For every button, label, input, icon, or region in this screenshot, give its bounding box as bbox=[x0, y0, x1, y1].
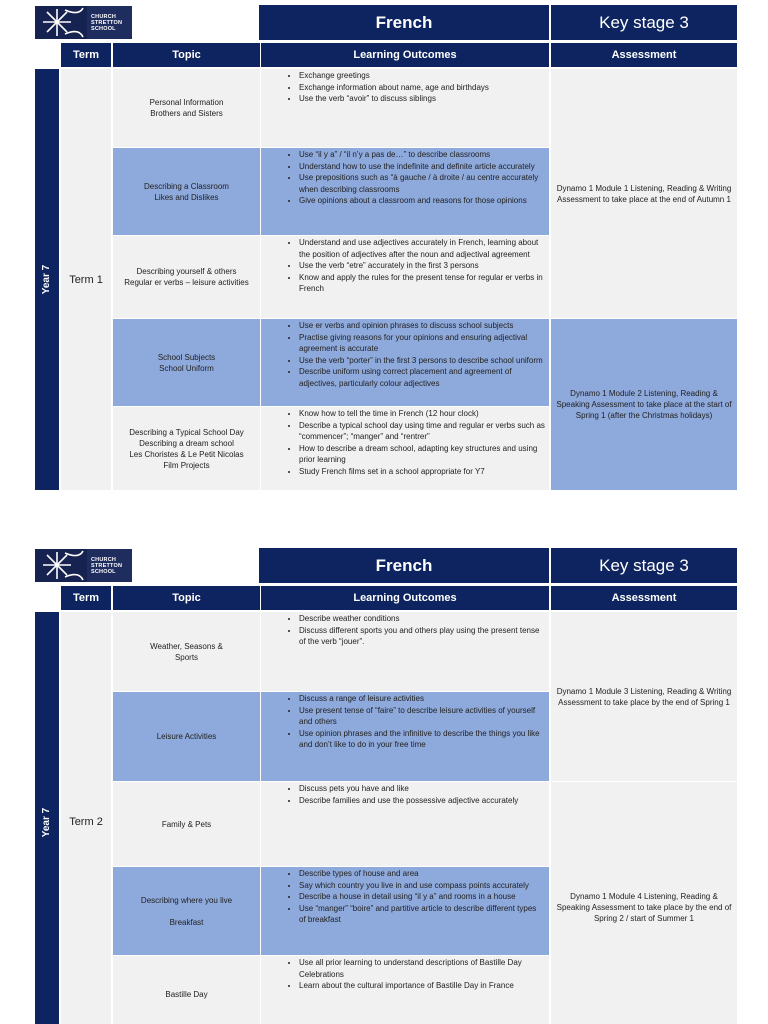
term-column-header: Term bbox=[61, 43, 111, 67]
list-item: • How to describe a dream school, adapting key structures and using prior learning bbox=[299, 443, 545, 466]
list-item: • Understand and use adjectives accurately in French, learning about the position of adjectives after the noun and adjectival agreement bbox=[299, 237, 545, 260]
term-column-header: Term bbox=[61, 586, 111, 610]
topic-cell: Weather, Seasons & Sports bbox=[113, 612, 260, 691]
topic-cell: Personal Information Brothers and Sisters bbox=[113, 69, 260, 147]
outcomes-cell bbox=[261, 236, 549, 318]
list-item: • Use the verb “etre” accurately in the first 3 persons bbox=[299, 260, 545, 272]
list-item: • Learn about the cultural importance of Bastille Day in France bbox=[299, 980, 545, 992]
outcomes-cell bbox=[261, 407, 549, 490]
topic-cell: School Subjects School Uniform bbox=[113, 319, 260, 406]
list-item: • Use opinion phrases and the infinitive to describe the things you like and don’t like to do in your free time bbox=[299, 728, 545, 751]
subject-title: French bbox=[259, 548, 549, 583]
list-item: • Use er verbs and opinion phrases to discuss school subjects bbox=[299, 320, 545, 332]
term-label: Term 1 bbox=[61, 69, 111, 490]
assessment-cell: Dynamo 1 Module 4 Listening, Reading & Speaking Assessment to take place by the end of Spring 2 / start of Summer 1 bbox=[551, 782, 737, 1024]
outcomes-cell bbox=[261, 782, 549, 866]
term-label: Term 2 bbox=[61, 612, 111, 1024]
list-item: • Describe a house in detail using “il y a” and rooms in a house bbox=[299, 891, 545, 903]
list-item: • Discuss a range of leisure activities bbox=[299, 693, 545, 705]
list-item: • Know how to tell the time in French (12 hour clock) bbox=[299, 408, 545, 420]
list-item: • Give opinions about a classroom and reasons for those opinions bbox=[299, 195, 545, 207]
list-item: • Describe types of house and area bbox=[299, 868, 545, 880]
topic-cell: Describing a Classroom Likes and Dislikes bbox=[113, 148, 260, 235]
assessment-cell: Dynamo 1 Module 1 Listening, Reading & Writing Assessment to take place at the end of Autumn 1 bbox=[551, 69, 737, 318]
star-logo-icon bbox=[35, 549, 87, 582]
list-item: • Use “manger” “boire” and partitive article to describe different types of breakfast bbox=[299, 903, 545, 926]
school-name: CHURCH STRETTON SCHOOL bbox=[91, 13, 123, 32]
outcomes-cell bbox=[261, 148, 549, 235]
assessment-column-header: Assessment bbox=[551, 586, 737, 610]
list-item: • Describe families and use the possessive adjective accurately bbox=[299, 795, 545, 807]
key-stage-title: Key stage 3 bbox=[551, 548, 737, 583]
topic-column-header: Topic bbox=[113, 43, 260, 67]
outcomes-column-header: Learning Outcomes bbox=[261, 586, 549, 610]
sheet-header bbox=[35, 5, 737, 40]
assessment-column-header: Assessment bbox=[551, 43, 737, 67]
curriculum-sheet-term-1 bbox=[35, 5, 737, 491]
list-item: • Describe weather conditions bbox=[299, 613, 545, 625]
outcomes-cell bbox=[261, 612, 549, 691]
list-item: • Discuss pets you have and like bbox=[299, 783, 545, 795]
star-logo-icon bbox=[35, 6, 87, 39]
year-label: Year 7 bbox=[35, 612, 59, 1024]
topic-cell: Describing yourself & others Regular er verbs – leisure activities bbox=[113, 236, 260, 318]
topic-cell: Leisure Activities bbox=[113, 692, 260, 781]
list-item: • Understand how to use the indefinite and definite article accurately bbox=[299, 161, 545, 173]
list-item: • Study French films set in a school appropriate for Y7 bbox=[299, 466, 545, 478]
list-item: • Use present tense of “faire” to describe leisure activities of yourself and others bbox=[299, 705, 545, 728]
school-logo bbox=[35, 549, 132, 582]
outcomes-cell bbox=[261, 692, 549, 781]
list-item: • Discuss different sports you and others play using the present tense of the verb “jouer”. bbox=[299, 625, 545, 648]
topic-cell: Bastille Day bbox=[113, 956, 260, 1024]
list-item: • Use the verb “porter” in the first 3 persons to describe school uniform bbox=[299, 355, 545, 367]
school-logo bbox=[35, 6, 132, 39]
topic-cell: Describing a Typical School Day Describing a dream school Les Choristes & Le Petit Nicolas Film Projects bbox=[113, 407, 260, 490]
assessment-cell: Dynamo 1 Module 3 Listening, Reading & Writing Assessment to take place by the end of Spring 1 bbox=[551, 612, 737, 781]
list-item: • Use prepositions such as “à gauche / à droite / au centre accurately when describing classrooms bbox=[299, 172, 545, 195]
list-item: • Use all prior learning to understand descriptions of Bastille Day Celebrations bbox=[299, 957, 545, 980]
outcomes-cell bbox=[261, 69, 549, 147]
key-stage-title: Key stage 3 bbox=[551, 5, 737, 40]
list-item: • Say which country you live in and use compass points accurately bbox=[299, 880, 545, 892]
outcomes-cell bbox=[261, 867, 549, 955]
list-item: • Practise giving reasons for your opinions and ensuring adjectival agreement is accurate bbox=[299, 332, 545, 355]
list-item: • Describe uniform using correct placement and agreement of adjectives, particularly colour adjectives bbox=[299, 366, 545, 389]
outcomes-column-header: Learning Outcomes bbox=[261, 43, 549, 67]
sheet-header bbox=[35, 548, 737, 583]
school-name: CHURCH STRETTON SCHOOL bbox=[91, 556, 123, 575]
outcomes-cell bbox=[261, 956, 549, 1024]
list-item: • Know and apply the rules for the present tense for regular er verbs in French bbox=[299, 272, 545, 295]
subject-title: French bbox=[259, 5, 549, 40]
list-item: • Describe a typical school day using time and regular er verbs such as “commencer”; “manger” and “rentrer” bbox=[299, 420, 545, 443]
assessment-cell: Dynamo 1 Module 2 Listening, Reading & Speaking Assessment to take place at the start of Spring 1 (after the Christmas holidays) bbox=[551, 319, 737, 490]
list-item: • Use the verb “avoir” to discuss siblings bbox=[299, 93, 545, 105]
list-item: • Exchange information about name, age and birthdays bbox=[299, 82, 545, 94]
list-item: • Exchange greetings bbox=[299, 70, 545, 82]
topic-cell: Family & Pets bbox=[113, 782, 260, 866]
list-item: • Use “il y a” / “il n’y a pas de…” to describe classrooms bbox=[299, 149, 545, 161]
year-label: Year 7 bbox=[35, 69, 59, 490]
curriculum-sheet-term-2 bbox=[35, 548, 737, 1024]
topic-column-header: Topic bbox=[113, 586, 260, 610]
topic-cell: Describing where you live Breakfast bbox=[113, 867, 260, 955]
outcomes-cell bbox=[261, 319, 549, 406]
